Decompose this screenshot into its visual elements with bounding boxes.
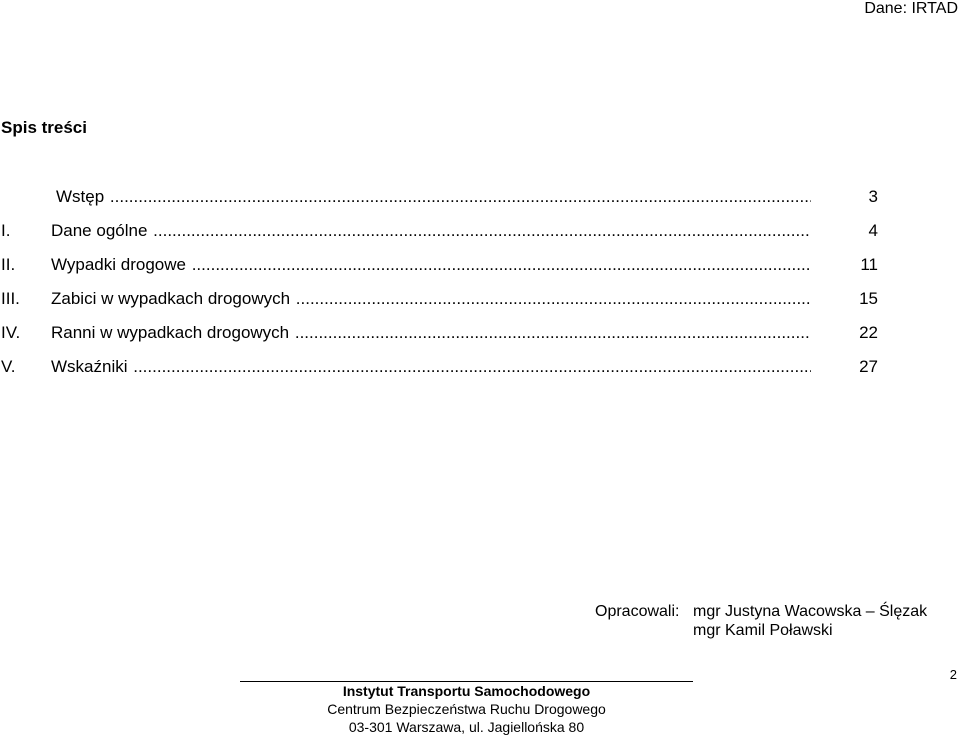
toc-entry-title xyxy=(51,288,811,310)
toc-entry-number: III. xyxy=(1,289,20,308)
toc-leader-dots xyxy=(291,289,811,308)
authors-label: Opracowali: xyxy=(595,603,680,620)
toc-entry-page: 15 xyxy=(859,289,878,308)
toc-entry-number: II. xyxy=(1,255,16,274)
toc-leader-dots xyxy=(148,221,811,240)
toc-entry-label: Wypadki drogowe xyxy=(51,255,186,274)
toc-entry-number: IV. xyxy=(1,323,21,342)
toc-entry-injured[interactable] xyxy=(0,322,960,344)
toc-entry-label: Ranni w wypadkach drogowych xyxy=(51,323,290,342)
toc-entry-page: 27 xyxy=(859,357,878,376)
toc-entry-number: V. xyxy=(1,357,16,376)
toc-entry-label: Wstęp xyxy=(56,187,105,206)
toc-leader-dots xyxy=(129,357,811,376)
toc-entry-title xyxy=(51,356,811,378)
toc-leader-dots xyxy=(105,187,811,206)
footer-center: Centrum Bezpieczeństwa Ruchu Drogowego xyxy=(327,701,606,717)
toc-entry-page: 4 xyxy=(868,221,878,240)
data-source-label: Dane: IRTAD xyxy=(864,0,958,17)
toc-entry-indicators[interactable] xyxy=(0,356,960,378)
toc-entry-label: Dane ogólne xyxy=(51,221,148,240)
toc-entry-page: 11 xyxy=(860,255,878,274)
toc-entry-introduction[interactable] xyxy=(0,186,960,208)
toc-entry-title xyxy=(51,322,811,344)
page-number: 2 xyxy=(949,667,957,682)
toc-entry-page: 3 xyxy=(868,187,878,206)
toc-entry-title xyxy=(56,186,811,208)
toc-entry-title xyxy=(51,254,811,276)
toc-entry-number: I. xyxy=(1,221,11,240)
authors-names xyxy=(693,602,927,640)
toc-title: Spis treści xyxy=(1,118,87,137)
footer xyxy=(240,682,693,736)
toc-entry-killed[interactable] xyxy=(0,288,960,310)
toc-entry-general-data[interactable] xyxy=(0,220,960,242)
toc-leader-dots xyxy=(290,323,811,342)
toc-entry-title xyxy=(51,220,811,242)
author-name: mgr Justyna Wacowska – Ślęzak xyxy=(693,603,928,620)
toc-entry-page: 22 xyxy=(859,323,878,342)
toc-leader-dots xyxy=(187,255,811,274)
toc-entry-label: Zabici w wypadkach drogowych xyxy=(51,289,291,308)
footer-address: 03-301 Warszawa, ul. Jagiellońska 80 xyxy=(348,719,585,735)
toc-entry-label: Wskaźniki xyxy=(51,357,128,376)
footer-institute: Instytut Transportu Samochodowego xyxy=(342,683,591,699)
toc-entry-road-accidents[interactable] xyxy=(0,254,960,276)
author-name: mgr Kamil Poławski xyxy=(693,622,833,639)
